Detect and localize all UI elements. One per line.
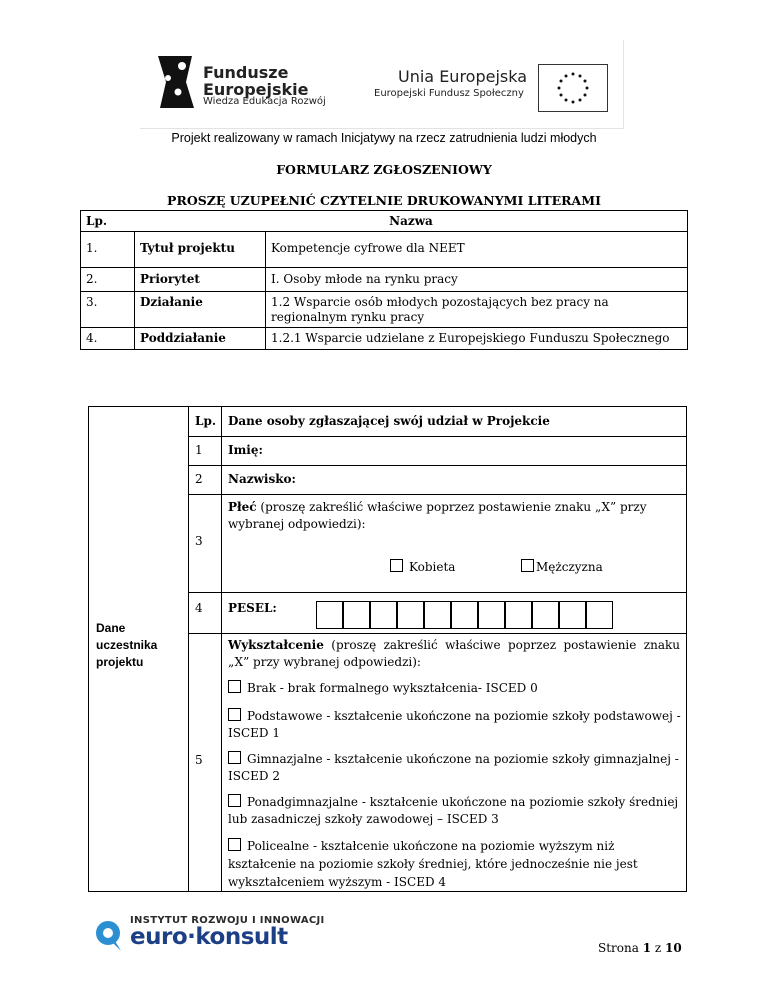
efs-subtitle: Europejski Fundusz Społeczny — [374, 88, 524, 99]
education-option[interactable] — [228, 751, 683, 785]
row-label: Działanie — [135, 292, 266, 327]
participant-data-label: Dane uczestnika projektu — [96, 621, 158, 669]
pesel-digit-box[interactable] — [370, 601, 397, 629]
column-header-title: Dane osoby zgłaszającej swój udział w Projekcie — [228, 414, 550, 428]
education-option-label: Ponadgimnazjalne - kształcenie ukończone na poziomie szkoły średniej lub zasadniczej szkoły zawodowej – ISCED 3 — [228, 795, 679, 826]
first-name-label: Imię: — [228, 443, 263, 457]
row-number: 1. — [81, 232, 135, 267]
row-label: Poddziałanie — [135, 328, 266, 349]
form-title: FORMULARZ ZGŁOSZENIOWY — [276, 162, 492, 177]
education-option-label: Brak - brak formalnego wykształcenia- ISCED 0 — [247, 681, 538, 695]
row-number: 4. — [81, 328, 135, 349]
education-option[interactable] — [228, 794, 683, 828]
row-divider — [188, 633, 687, 634]
row-divider — [188, 592, 687, 593]
education-label-bold: Wykształcenie — [228, 638, 324, 652]
column-divider — [221, 406, 222, 892]
education-label — [228, 637, 680, 671]
column-header-lp: Lp. — [195, 414, 217, 428]
pesel-digit-box[interactable] — [532, 601, 559, 629]
female-label: Kobieta — [409, 560, 456, 574]
table-row — [81, 291, 687, 327]
row-number: 2. — [81, 268, 135, 291]
education-option[interactable] — [228, 837, 683, 891]
last-name-field[interactable] — [320, 467, 680, 492]
gender-label-instruction: (proszę zakreślić właściwe poprzez postawienie znaku „X” przy wybranej odpowiedzi): — [228, 500, 647, 531]
gender-label — [228, 499, 680, 533]
column-header-lp: Lp. — [86, 214, 108, 228]
gender-option-female[interactable] — [390, 559, 455, 576]
form-instruction: PROSZĘ UZUPEŁNIĆ CZYTELNIE DRUKOWANYMI LITERAMI — [167, 193, 601, 208]
row-number: 3. — [81, 292, 135, 327]
row-label: Tytuł projektu — [135, 232, 266, 267]
gender-label-bold: Płeć — [228, 500, 257, 514]
project-info-table — [80, 210, 688, 350]
column-divider — [188, 406, 189, 892]
page-separator: z — [651, 941, 666, 955]
gender-option-male[interactable] — [521, 559, 603, 576]
pesel-digit-box[interactable] — [316, 601, 343, 629]
pesel-digit-box[interactable] — [343, 601, 370, 629]
column-header-nazwa: Nazwa — [389, 214, 433, 228]
pesel-label: PESEL: — [228, 601, 277, 615]
education-checkbox[interactable] — [228, 794, 241, 807]
row-value: 1.2 Wsparcie osób młodych pozostających bez pracy na regionalnym rynku pracy — [271, 295, 609, 324]
pesel-digit-box[interactable] — [478, 601, 505, 629]
row-value: 1.2.1 Wsparcie udzielane z Europejskiego Funduszu Społecznego — [271, 331, 670, 345]
table-row — [81, 327, 687, 349]
pesel-digit-box[interactable] — [559, 601, 586, 629]
fundusze-europejskie-subtitle: Wiedza Edukacja Rozwój — [203, 96, 326, 107]
table-header-row — [81, 211, 687, 231]
education-checkbox[interactable] — [228, 680, 241, 693]
female-checkbox[interactable] — [390, 559, 403, 572]
page-current: 1 — [642, 941, 652, 955]
education-checkbox[interactable] — [228, 838, 241, 851]
table-row — [81, 231, 687, 267]
row-value: Kompetencje cyfrowe dla NEET — [271, 241, 465, 255]
last-name-label: Nazwisko: — [228, 472, 296, 486]
education-label-instruction: (proszę zakreślić właściwe poprzez postawienie znaku „X” przy wybranej odpowiedzi): — [228, 638, 680, 669]
row-label: Priorytet — [135, 268, 266, 291]
education-option[interactable] — [228, 680, 683, 697]
education-checkbox[interactable] — [228, 751, 241, 764]
fundusze-europejskie-title: Fundusze Europejskie — [203, 63, 309, 99]
page-number — [598, 941, 682, 955]
pesel-digit-box[interactable] — [424, 601, 451, 629]
page-total: 10 — [665, 941, 682, 955]
row-value: I. Osoby młode na rynku pracy — [271, 272, 458, 286]
project-line: Projekt realizowany w ramach Inicjatywy na rzecz zatrudnienia ludzi młodych — [171, 131, 597, 145]
row-number: 3 — [195, 534, 203, 548]
education-option-label: Gimnazjalne - kształcenie ukończone na poziomie szkoły gimnazjalnej - ISCED 2 — [228, 752, 679, 783]
row-divider — [188, 465, 687, 466]
pesel-digit-box[interactable] — [451, 601, 478, 629]
location-pin-icon — [93, 919, 127, 953]
fundusze-europejskie-logo — [156, 52, 196, 112]
unia-europejska-title: Unia Europejska — [398, 67, 528, 86]
row-divider — [188, 494, 687, 495]
education-checkbox[interactable] — [228, 708, 241, 721]
pesel-digit-box[interactable] — [505, 601, 532, 629]
table-row — [81, 267, 687, 291]
row-number: 5 — [195, 753, 203, 767]
pesel-digit-box[interactable] — [397, 601, 424, 629]
first-name-field[interactable] — [300, 438, 680, 463]
education-option-label: Podstawowe - kształcenie ukończone na poziomie szkoły podstawowej - ISCED 1 — [228, 709, 681, 740]
footer-brand-tagline: INSTYTUT ROZWOJU I INNOWACJI — [130, 915, 325, 926]
male-checkbox[interactable] — [521, 559, 534, 572]
pesel-digit-box[interactable] — [586, 601, 613, 629]
male-label: Mężczyzna — [536, 560, 603, 574]
row-number: 4 — [195, 601, 203, 615]
row-number: 2 — [195, 472, 203, 486]
row-number: 1 — [195, 443, 203, 457]
footer-brand-logo: euro·konsult — [130, 924, 288, 950]
row-divider — [188, 436, 687, 437]
page-prefix: Strona — [598, 941, 643, 955]
eu-flag-icon — [538, 64, 608, 112]
education-option[interactable] — [228, 708, 683, 742]
education-option-label: Policealne - kształcenie ukończone na poziomie wyższym niż kształcenie na poziomie szkoły średniej, które jednocześnie nie jest wykształceniem wyższym - ISCED 4 — [228, 839, 638, 889]
